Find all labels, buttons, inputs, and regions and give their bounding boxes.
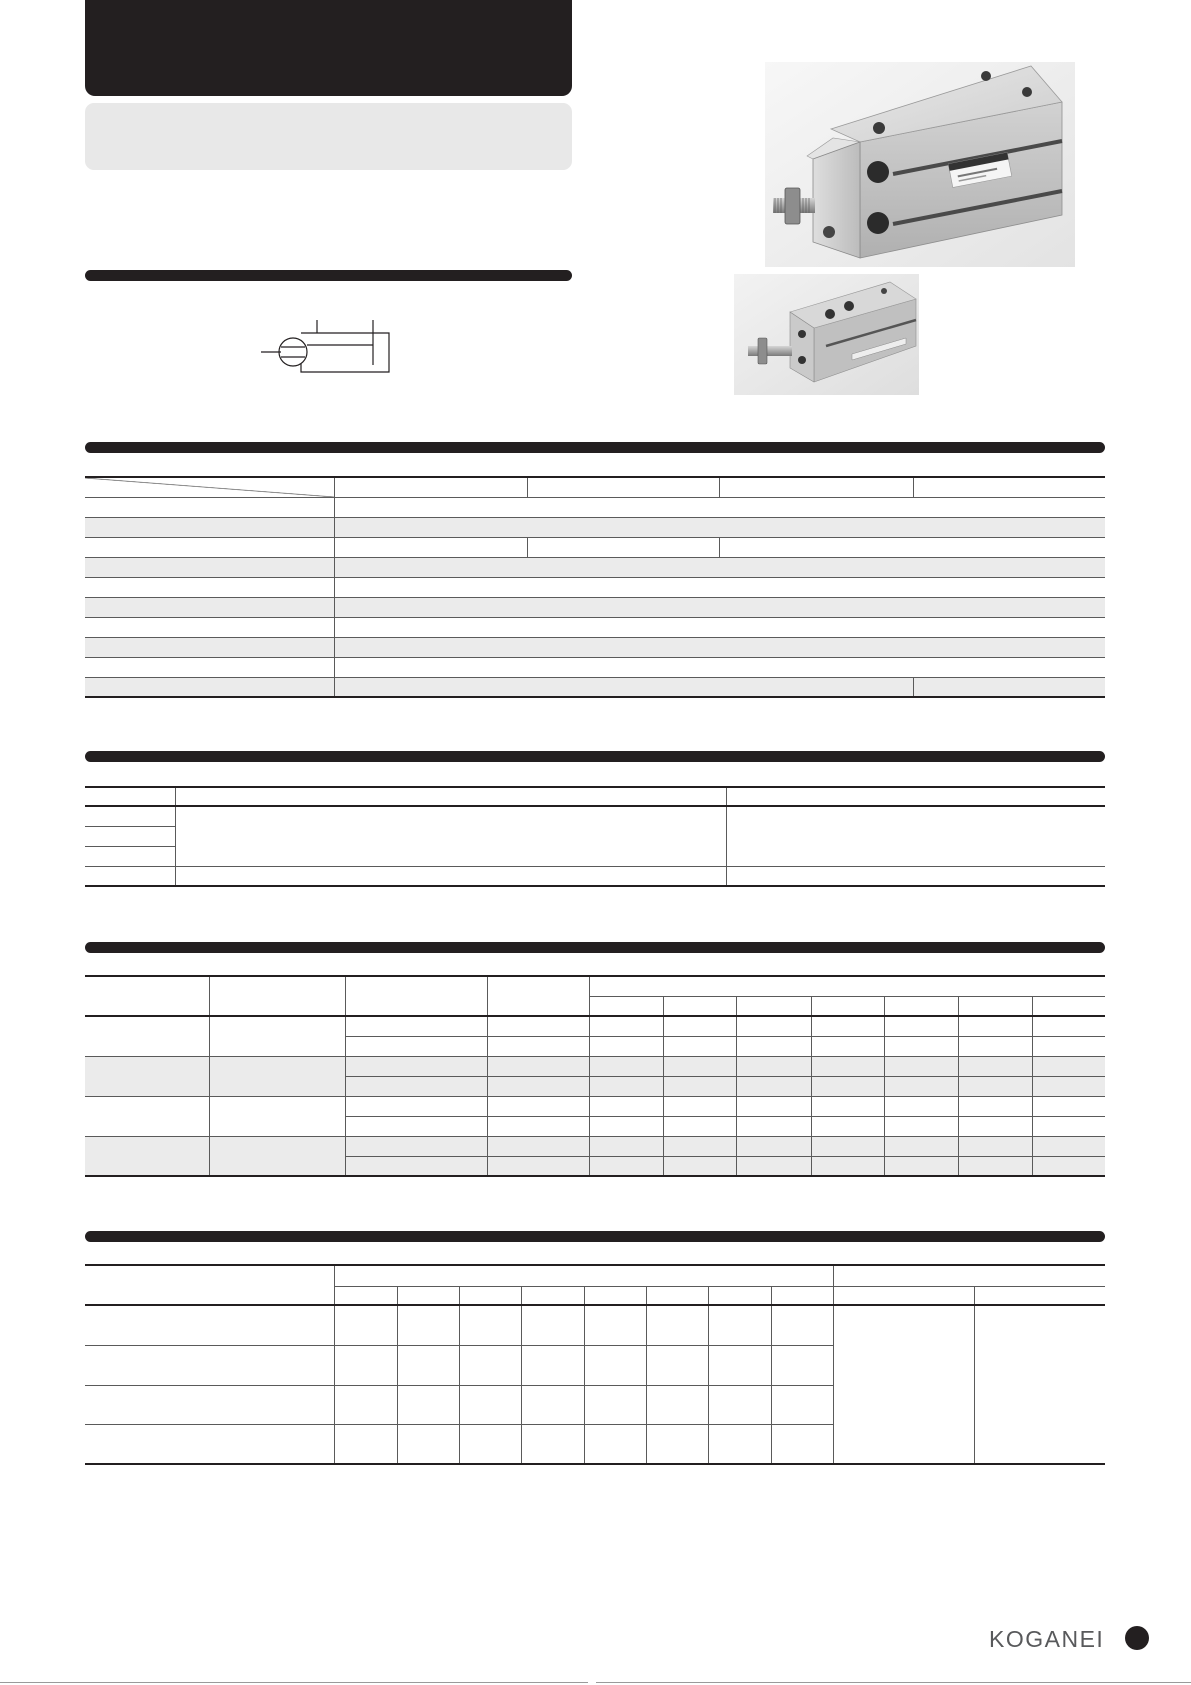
table-cell [85, 517, 334, 537]
table-header-cell [334, 1286, 397, 1305]
table-header-cell [487, 976, 589, 1016]
table-header-cell [397, 1286, 459, 1305]
table-cell [663, 1096, 736, 1116]
table-cell [589, 1076, 663, 1096]
table-cell [736, 1016, 811, 1036]
table-cell [884, 1016, 958, 1036]
header-band [85, 0, 572, 96]
table-header-cell [584, 1286, 646, 1305]
table-row [85, 497, 1105, 517]
table-cell [334, 537, 527, 557]
rod-cover-face [813, 142, 860, 258]
table-row [85, 517, 1105, 537]
table-cell [833, 1305, 974, 1464]
table-cell [85, 577, 334, 597]
table-cell [958, 1016, 1032, 1036]
table-body [85, 976, 1105, 1176]
table-cell [589, 1136, 663, 1156]
table-cell [811, 1036, 884, 1056]
table-cell [487, 1116, 589, 1136]
page-edge-line [596, 1682, 1191, 1683]
table-cell [1032, 1156, 1105, 1176]
table-cell [85, 1136, 209, 1176]
table-cell [85, 846, 175, 866]
table-cell [584, 1385, 646, 1424]
table-header-cell [833, 1265, 1105, 1286]
table-cell [884, 1136, 958, 1156]
table-cell [334, 1385, 397, 1424]
section-divider-bar [85, 942, 1105, 953]
table-row [85, 1305, 1105, 1345]
brand-logo-mark-icon [1125, 1626, 1149, 1650]
table-cell [1032, 1136, 1105, 1156]
table-cell [334, 517, 1105, 537]
table-cell [487, 1096, 589, 1116]
table-cell [334, 637, 1105, 657]
table-cell [85, 1016, 209, 1056]
table-cell [85, 637, 334, 657]
table-cell [736, 1036, 811, 1056]
table-cell [521, 1345, 584, 1385]
mounting-hole [825, 309, 835, 319]
table-cell [487, 1156, 589, 1176]
table-row [85, 537, 1105, 557]
table-cell [487, 1036, 589, 1056]
table-body [85, 1265, 1105, 1464]
table-cell [209, 1136, 345, 1176]
table-cell [85, 806, 175, 826]
table-cell [85, 1424, 334, 1464]
table-cell [958, 1136, 1032, 1156]
table-cell [584, 1424, 646, 1464]
table-header-cell [459, 1286, 521, 1305]
table-cell [771, 1345, 833, 1385]
table-cell [884, 1156, 958, 1176]
table-cell [209, 1096, 345, 1136]
table-header-row [85, 976, 1105, 996]
table-cell [811, 1156, 884, 1176]
table-cell [771, 1424, 833, 1464]
table-row [85, 677, 1105, 697]
table-cell [334, 1345, 397, 1385]
table-cell [663, 1116, 736, 1136]
table-cell [736, 1096, 811, 1116]
table-header-cell [771, 1286, 833, 1305]
table-header-cell [719, 477, 913, 497]
table-cell [85, 1345, 334, 1385]
table-cell [85, 617, 334, 637]
table-cell [345, 1096, 487, 1116]
table-cell [334, 657, 1105, 677]
table-row [85, 637, 1105, 657]
table-cell [209, 1056, 345, 1096]
piston-rod [748, 346, 792, 356]
table-cell [663, 1136, 736, 1156]
table-cell [589, 1036, 663, 1056]
table-cell [1032, 1036, 1105, 1056]
table-header-cell [85, 477, 334, 497]
table-cell [175, 866, 726, 886]
table-header-row [85, 1265, 1105, 1286]
table-cell [811, 1136, 884, 1156]
table-header-cell [884, 996, 958, 1016]
port-hole [798, 356, 806, 364]
table-cell [736, 1136, 811, 1156]
section-divider-bar [85, 442, 1105, 453]
table-cell [736, 1116, 811, 1136]
table-row [85, 577, 1105, 597]
table-cell [334, 557, 1105, 577]
table-cell [459, 1345, 521, 1385]
table-cell [584, 1345, 646, 1385]
table-header-cell [334, 477, 527, 497]
table-cell [884, 1076, 958, 1096]
product-photo-small [734, 274, 919, 395]
table-cell [345, 1156, 487, 1176]
page-edge-line [0, 1682, 588, 1683]
rod-nut [758, 338, 767, 364]
table-cell [85, 497, 334, 517]
table-header-row [85, 477, 1105, 497]
table-header-cell [974, 1286, 1105, 1305]
table-cell [663, 1056, 736, 1076]
table-cell [345, 1136, 487, 1156]
table-header-cell [589, 996, 663, 1016]
table-row [85, 1136, 1105, 1156]
mounting-circle [279, 338, 307, 366]
table-cell [85, 677, 334, 697]
table-header-cell [521, 1286, 584, 1305]
table-header-cell [209, 976, 345, 1016]
sensor-switch-table [85, 786, 1105, 887]
table-cell [345, 1116, 487, 1136]
table-cell [589, 1056, 663, 1076]
table-cell [663, 1016, 736, 1036]
table-header-cell [646, 1286, 708, 1305]
table-cell [708, 1424, 771, 1464]
table-row [85, 806, 1105, 826]
port-hole [798, 330, 806, 338]
table-header-cell [708, 1286, 771, 1305]
table-cell [459, 1305, 521, 1345]
table-cell [811, 1096, 884, 1116]
table-cell [958, 1076, 1032, 1096]
table-cell [175, 806, 726, 866]
table-header-cell [1032, 996, 1105, 1016]
table-row [85, 617, 1105, 637]
table-cell [958, 1096, 1032, 1116]
table-cell [646, 1424, 708, 1464]
table-header-cell [958, 996, 1032, 1016]
table-cell [589, 1096, 663, 1116]
cylinder-symbol-icon [255, 315, 395, 377]
table-cell [85, 1096, 209, 1136]
table-cell [334, 597, 1105, 617]
table-cell [884, 1096, 958, 1116]
table-cell [397, 1345, 459, 1385]
product-photo-large [765, 62, 1075, 267]
cylinder-body-outline [301, 333, 389, 372]
table-cell [663, 1076, 736, 1096]
port-hole [823, 226, 835, 238]
table-cell [487, 1076, 589, 1096]
table-cell [1032, 1016, 1105, 1036]
table-cell [487, 1016, 589, 1036]
table-cell [811, 1016, 884, 1036]
table-row [85, 1096, 1105, 1116]
table-cell [884, 1116, 958, 1136]
table-body [85, 787, 1105, 886]
table-row [85, 866, 1105, 886]
table-cell [811, 1076, 884, 1096]
table-cell [646, 1305, 708, 1345]
table-header-cell [175, 787, 726, 806]
table-cell [1032, 1056, 1105, 1076]
table-cell [397, 1305, 459, 1345]
table-cell [1032, 1076, 1105, 1096]
table-cell [663, 1156, 736, 1176]
stroke-table [85, 975, 1105, 1177]
table-cell [345, 1056, 487, 1076]
table-header-cell [85, 1265, 334, 1305]
table-cell [771, 1385, 833, 1424]
table-body [85, 477, 1105, 697]
table-cell [771, 1305, 833, 1345]
table-cell [487, 1136, 589, 1156]
table-cell [334, 617, 1105, 637]
table-header-cell [334, 1265, 833, 1286]
mounting-hole [844, 301, 854, 311]
table-cell [487, 1056, 589, 1076]
table-cell [397, 1424, 459, 1464]
table-row [85, 1016, 1105, 1036]
table-cell [521, 1385, 584, 1424]
table-cell [913, 677, 1105, 697]
mass-table [85, 1264, 1105, 1465]
table-header-cell [527, 477, 719, 497]
table-cell [584, 1305, 646, 1345]
table-cell [345, 1016, 487, 1036]
table-cell [85, 826, 175, 846]
table-cell [345, 1076, 487, 1096]
table-cell [958, 1036, 1032, 1056]
table-cell [663, 1036, 736, 1056]
table-cell [85, 1305, 334, 1345]
table-cell [736, 1156, 811, 1176]
table-cell [209, 1016, 345, 1056]
mounting-hole [867, 212, 889, 234]
table-header-cell [736, 996, 811, 1016]
section-divider-bar [85, 751, 1105, 762]
table-cell [589, 1156, 663, 1176]
table-header-row [85, 787, 1105, 806]
specifications-table [85, 476, 1105, 698]
table-cell [397, 1385, 459, 1424]
table-cell [958, 1156, 1032, 1176]
table-header-cell [345, 976, 487, 1016]
table-cell [334, 577, 1105, 597]
table-row [85, 557, 1105, 577]
table-cell [708, 1305, 771, 1345]
table-header-cell [663, 996, 736, 1016]
table-row [85, 1056, 1105, 1076]
table-cell [85, 597, 334, 617]
table-cell [1032, 1116, 1105, 1136]
table-cell [85, 557, 334, 577]
table-header-cell [85, 787, 175, 806]
table-header-cell [811, 996, 884, 1016]
table-header-cell [726, 787, 1105, 806]
table-cell [736, 1076, 811, 1096]
table-cell [521, 1424, 584, 1464]
table-cell [811, 1116, 884, 1136]
table-cell [726, 806, 1105, 866]
table-cell [85, 657, 334, 677]
mounting-hole [881, 288, 887, 294]
rod-nut [785, 188, 800, 224]
table-cell [958, 1116, 1032, 1136]
table-cell [884, 1056, 958, 1076]
table-cell [811, 1056, 884, 1076]
table-row [85, 597, 1105, 617]
table-cell [1032, 1096, 1105, 1116]
table-cell [589, 1016, 663, 1036]
table-cell [974, 1305, 1105, 1464]
table-cell [85, 1385, 334, 1424]
table-cell [334, 497, 1105, 517]
section-divider-bar [85, 270, 572, 281]
table-cell [459, 1424, 521, 1464]
mounting-hole [1022, 87, 1032, 97]
table-cell [345, 1036, 487, 1056]
table-cell [527, 537, 719, 557]
table-cell [708, 1345, 771, 1385]
table-header-cell [833, 1286, 974, 1305]
table-cell [459, 1385, 521, 1424]
table-cell [589, 1116, 663, 1136]
table-cell [726, 866, 1105, 886]
table-cell [884, 1036, 958, 1056]
mounting-hole [867, 161, 889, 183]
table-cell [334, 677, 913, 697]
table-cell [736, 1056, 811, 1076]
table-cell [334, 1305, 397, 1345]
table-cell [958, 1056, 1032, 1076]
table-cell [719, 537, 1105, 557]
mounting-hole [873, 122, 885, 134]
table-header-cell [913, 477, 1105, 497]
table-cell [646, 1385, 708, 1424]
table-cell [85, 537, 334, 557]
table-header-cell [589, 976, 1105, 996]
section-divider-bar [85, 1231, 1105, 1242]
table-cell [334, 1424, 397, 1464]
table-header-cell [85, 976, 209, 1016]
brand-logo-text: KOGANEI [989, 1626, 1105, 1652]
table-cell [646, 1345, 708, 1385]
table-cell [85, 1056, 209, 1096]
table-cell [708, 1385, 771, 1424]
mounting-hole [981, 71, 991, 81]
subtitle-panel [85, 103, 572, 170]
table-cell [85, 866, 175, 886]
table-row [85, 657, 1105, 677]
table-cell [521, 1305, 584, 1345]
